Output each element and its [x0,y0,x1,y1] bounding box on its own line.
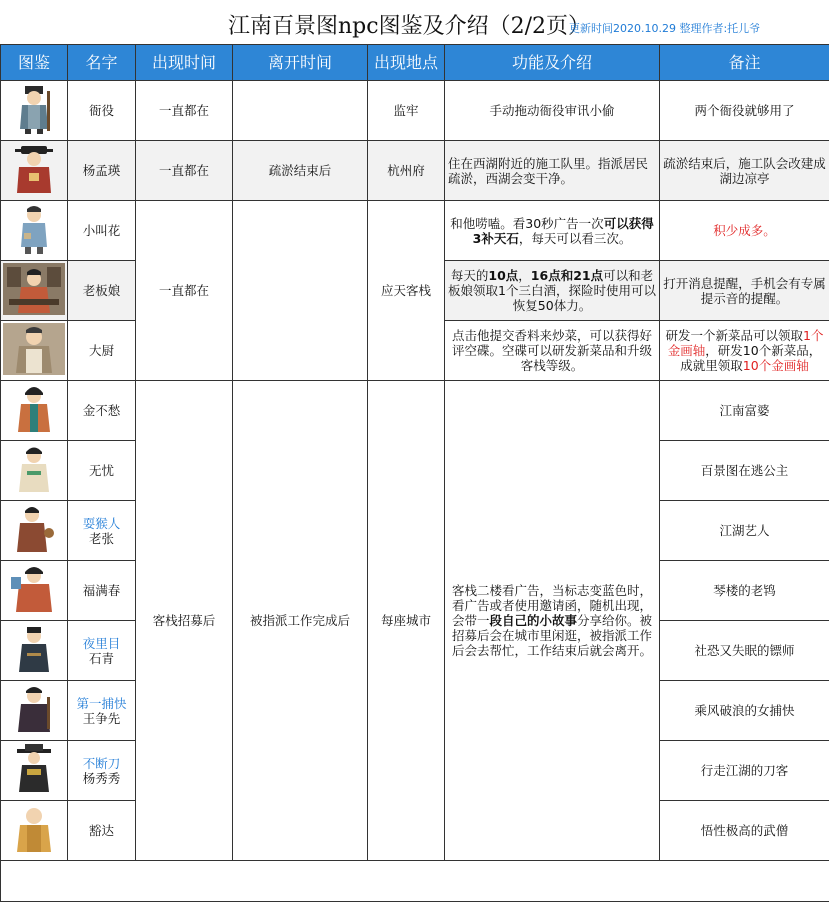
function-cell: 点击他提交香料来炒菜，可以获得好评空碟。空碟可以研发新菜品和升级客栈等级。 [445,321,660,381]
portrait-cell [1,321,68,381]
leave-cell [233,81,368,141]
empty-cell [1,861,829,902]
huoda-portrait-icon [3,803,65,855]
fumanchun-portrait-icon [3,563,65,615]
portrait-cell [1,261,68,321]
note-cell: 行走江湖的刀客 [660,741,829,801]
place-cell: 杭州府 [368,141,445,201]
function-cell [445,381,660,861]
npc-name: 老张 [71,531,132,546]
leave-cell: 疏淤结束后 [233,141,368,201]
function-cell [445,201,660,261]
name-cell: 老板娘 [68,261,136,321]
function-bold-text: 段自己的小故事 [489,613,577,628]
table-row [1,81,829,141]
name-cell: 豁达 [68,801,136,861]
update-meta: 更新时间2020.10.29 整理作者:托儿爷 [569,20,760,36]
function-text: ，每天可以看三次。 [519,231,632,246]
function-text: 可以和老板娘领取1个三白酒，探险时使用可以恢复50体力。 [448,268,656,313]
note-cell: 乘风破浪的女捕快 [660,681,829,741]
appear-cell: 一直都在 [136,81,233,141]
yangxiuxiu-portrait-icon [3,743,65,795]
laozhang-portrait-icon [3,503,65,555]
note-cell: 疏淤结束后，施工队会改建成湖边凉亭 [660,141,829,201]
portrait-cell [1,561,68,621]
name-cell: 福满春 [68,561,136,621]
npc-title: 不断刀 [71,756,132,771]
function-text: 客栈二楼看广告，当标志变蓝色时，看广告或者使用邀请函，随机出现，会带一 [452,583,652,628]
table-row [1,141,829,201]
npc-table [0,44,829,902]
name-cell [68,621,136,681]
jinbuchou-portrait-icon [3,383,65,435]
note-cell: 悟性极高的武僧 [660,801,829,861]
note-cell: 社恐又失眠的镖师 [660,621,829,681]
place-cell: 应天客栈 [368,201,445,381]
function-bold-text: 16点 [531,268,561,283]
function-cell: 住在西湖附近的施工队里。指派居民疏淤，西湖会变干净。 [445,141,660,201]
name-cell: 大厨 [68,321,136,381]
page-title: 江南百景图npc图鉴及介绍（2/2页） [228,9,590,40]
title-bar [0,0,829,44]
function-bold-text: 10点 [488,268,518,283]
leave-cell [233,201,368,381]
note-cell: 百景图在逃公主 [660,441,829,501]
npc-name: 王争先 [71,711,132,726]
note-cell: 江湖艺人 [660,501,829,561]
portrait-cell [1,741,68,801]
note-red-text: 10个金画轴 [743,358,809,373]
place-cell: 监牢 [368,81,445,141]
note-cell: 琴楼的老鸨 [660,561,829,621]
portrait-cell [1,201,68,261]
npc-name: 石青 [71,651,132,666]
appear-cell: 一直都在 [136,141,233,201]
portrait-cell [1,621,68,681]
portrait-cell [1,141,68,201]
dachu-portrait-icon [3,323,65,375]
note-red-text: 1个金画轴 [668,328,824,358]
wuyou-portrait-icon [3,443,65,495]
portrait-cell [1,381,68,441]
laobanniang-portrait-icon [3,263,65,315]
appear-cell: 一直都在 [136,201,233,381]
portrait-cell [1,501,68,561]
place-cell: 每座城市 [368,381,445,861]
leave-cell: 被指派工作完成后 [233,381,368,861]
note-cell: 江南富婆 [660,381,829,441]
npc-name: 杨秀秀 [71,771,132,786]
note-text: 研发一个新菜品可以领取 [666,328,804,343]
function-text: 分享给你。被招募后会在城市里闲逛，被指派工作后会去帮忙，工作结束后就会离开。 [452,613,652,658]
name-cell [68,501,136,561]
header-leave: 离开时间 [233,45,368,81]
function-bold-text: 和 [561,268,574,283]
header-note: 备注 [660,45,829,81]
function-text: ， [518,268,531,283]
name-cell: 衙役 [68,81,136,141]
note-text: ，研发10个新菜品，成就里领取 [680,343,821,373]
name-cell [68,741,136,801]
name-cell [68,681,136,741]
name-cell: 杨孟瑛 [68,141,136,201]
name-cell: 无忧 [68,441,136,501]
note-cell: 打开消息提醒，手机会有专属提示音的提醒。 [660,261,829,321]
wangzhengxian-portrait-icon [3,683,65,735]
xiaojiaohua-portrait-icon [3,203,65,255]
yayi-portrait-icon [3,83,65,135]
note-cell: 积少成多。 [660,201,829,261]
function-text: 和他唠嗑。看30秒广告一次 [450,216,603,231]
header-function: 功能及介绍 [445,45,660,81]
portrait-cell [1,81,68,141]
table-row [1,201,829,261]
note-cell [660,321,829,381]
empty-row [1,861,829,902]
header-place: 出现地点 [368,45,445,81]
appear-cell: 客栈招募后 [136,381,233,861]
npc-title: 夜里目 [71,636,132,651]
function-bold-text: 21点 [573,268,603,283]
header-row [1,45,829,81]
function-bold-text: 可以获得3补天石 [473,216,654,246]
function-cell: 手动拖动衙役审讯小偷 [445,81,660,141]
function-text: 每天的 [451,268,489,283]
portrait-cell [1,681,68,741]
header-appear: 出现时间 [136,45,233,81]
npc-title: 耍猴人 [71,516,132,531]
header-name: 名字 [68,45,136,81]
note-cell: 两个衙役就够用了 [660,81,829,141]
name-cell: 金不愁 [68,381,136,441]
table-row [1,381,829,441]
header-portrait: 图鉴 [1,45,68,81]
yangmengying-portrait-icon [3,143,65,195]
portrait-cell [1,801,68,861]
shiqing-portrait-icon [3,623,65,675]
name-cell: 小叫花 [68,201,136,261]
npc-title: 第一捕快 [71,696,132,711]
portrait-cell [1,441,68,501]
function-cell [445,261,660,321]
